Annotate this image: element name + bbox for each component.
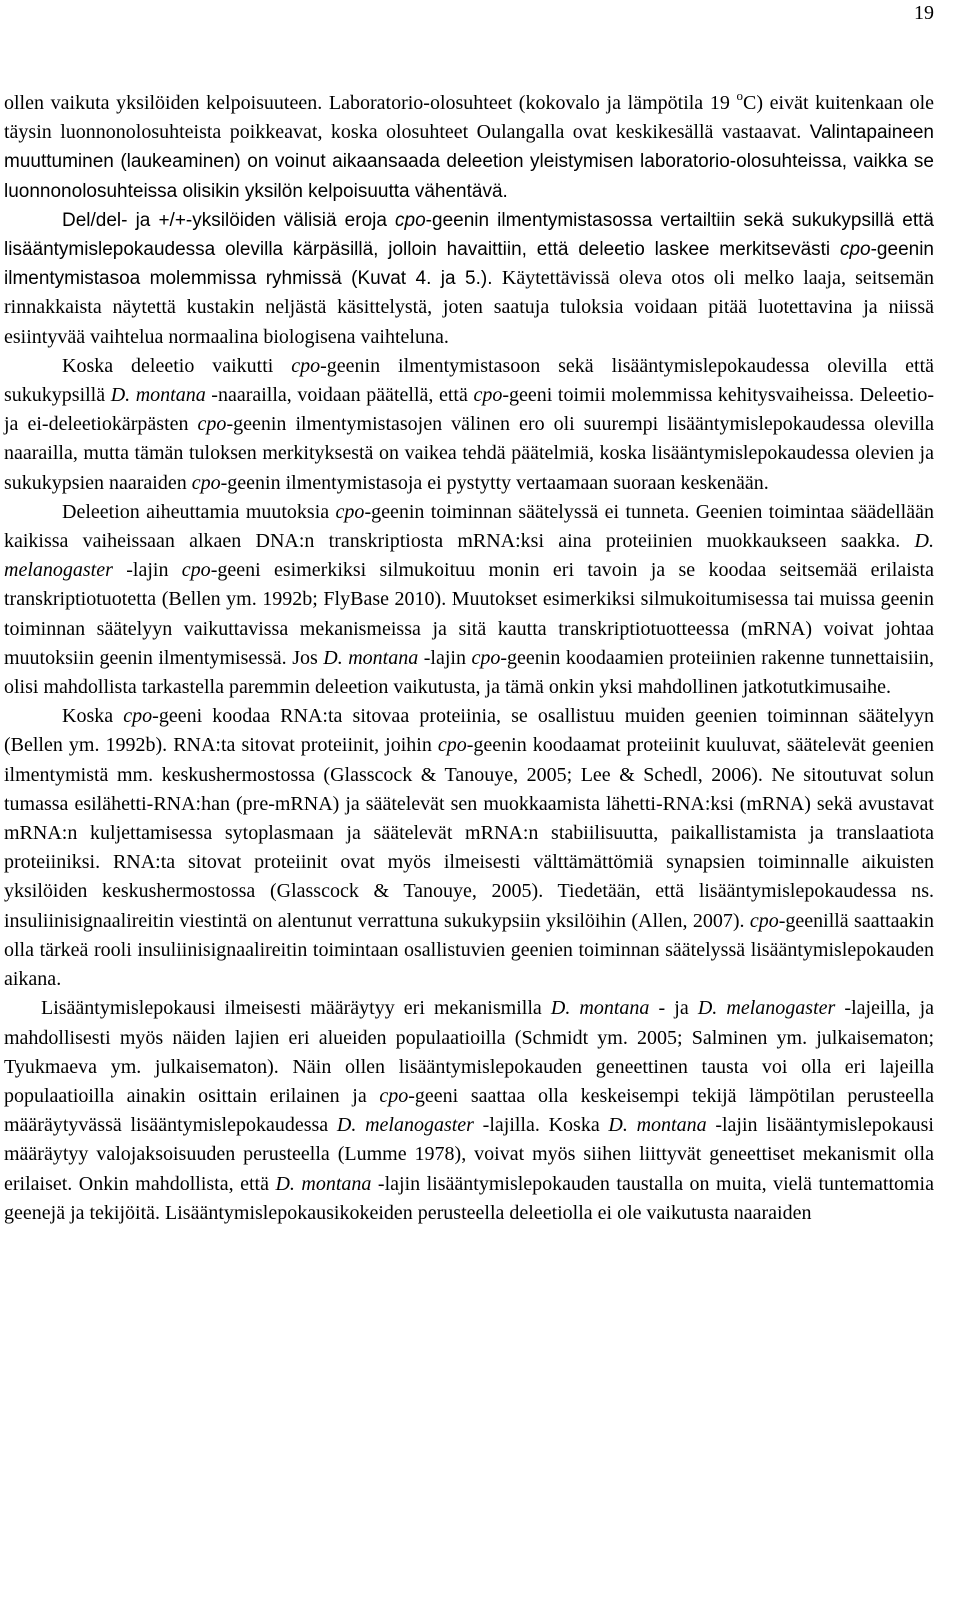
italic-term: cpo (395, 209, 426, 231)
italic-term: cpo (181, 559, 211, 582)
italic-term: cpo (473, 384, 503, 407)
italic-term: cpo (123, 705, 153, 728)
text-run: -geeni toimii molemmissa kehitysvaiheissa. Deleetio- ja ei-deleetiokärpästen (4, 384, 934, 436)
paragraph-5 (4, 702, 934, 994)
paragraph-3 (4, 352, 934, 498)
paragraph-6 (4, 994, 934, 1228)
text-run: -geenin ilmentymistasoon sekä lisääntymislepokaudessa olevilla että sukukypsillä (4, 354, 934, 407)
text-run: Del/del- ja +/+-yksilöiden välisiä eroja (62, 209, 396, 231)
text-run: - ja (649, 997, 698, 1020)
text-run: -lajin lisääntymislepokauden taustalla on muita, vielä tuntemattomia geenejä ja tekijöitä. Lisääntymislepokausikokeiden perusteella deleetiolla ei ole vaikutusta naaraiden (4, 1172, 934, 1224)
text-run: -geenin ilmentymistasojen välinen ero oli suurempi lisääntymislepokaudessa olevilla naarailla, mutta tämän tuloksen merkityksestä on vaikea tehdä päätelmiä, koska lisääntymislepokaudessa olevien ja sukukypsien naaraiden (4, 413, 934, 494)
text-run: o (736, 88, 743, 103)
text-run: Koska deleetio vaikutti (62, 354, 292, 377)
text-run: -geenin ilmentymistasoa molemmissa ryhmissä (Kuvat 4. ja 5.). (4, 239, 934, 290)
text-run: -geenin ilmentymistasoja ei pystytty vertaamaan suoraan keskenään. (220, 471, 769, 494)
italic-term: D. montana (323, 646, 419, 669)
text-run: -geenin koodaamat proteiinit kuuluvat, säätelevät geenien ilmentymistä mm. keskushermostossa (Glasscock & Tanouye, 2005; Lee & Schedl, 2006). Ne sitoutuvat solun tumassa esilähetti-RNA:han (pre-mRNA) ja säätelevät sen muokkaamista lähetti-RNA:ksi (mRNA) sekä avustavat mRNA:n kuljettamisessa sytoplasmaan ja säätelevät mRNA:n stabiilisuutta, paikallistamista ja translaatiota proteiiniksi. RNA:ta sitovat proteiinit ovat myös ilmeisesti välttämättömiä synapsien toiminnalle aikuisten yksilöiden keskushermostossa (Glasscock & Tanouye, 2005). Tiedetään, että lisääntymislepokaudessa ns. insuliinisignaalireitin viestintä on alentunut verrattuna sukukypsiin yksilöihin (Allen, 2007). (4, 734, 934, 932)
text-run: -lajin lisääntymislepokausi määräytyy valojaksoisuuden perusteella (Lumme 1978), voivat myös siihen liittyvät geneettiset mekanismit olla erilaiset. Onkin mahdollista, että (4, 1114, 934, 1195)
italic-term: D. montana (110, 384, 206, 407)
italic-term: cpo (471, 646, 501, 669)
text-run: -geenin koodaamien proteiinien rakenne tunnettaisiin, olisi mahdollista tarkastella paremmin deleetion vaikutusta, ja tämä onkin yksi mahdollinen jatkotutkimusaihe. (4, 646, 934, 699)
text-run: -lajin (112, 559, 182, 582)
page-number: 19 (914, 2, 934, 24)
text-run: -geenin toiminnan säätelyssä ei tunneta. Geenien toimintaa säädellään kaikissa vaiheissaan alkaen DNA:n transkriptiosta mRNA:ksi aina proteiinien muokkaukseen saakka. (4, 500, 934, 553)
text-run: Valintapaineen muuttuminen (laukeaminen) on voinut aikaansaada deleetion yleistymisen laboratorio-olosuhteissa, vaikka se luonnonolosuhteissa olisikin yksilön kelpoisuutta vähentävä. (4, 122, 934, 202)
text-run: -lajeilla, ja mahdollisesti myös näiden lajien eri alueiden populaatioilla (Schmidt ym. 2005; Salminen ym. julkaisematon; Tyukmaeva ym. julkaisematon). Näin ollen lisääntymislepokauden geneettinen tausta voi olla eri lajeilla populaatioilla ainakin osittain erilainen ja (4, 997, 935, 1107)
text-run: -lajin (418, 646, 472, 669)
text-run: Lisääntymislepokausi ilmeisesti määräytyy eri mekanismilla (41, 997, 551, 1020)
text-run: Käytettävissä oleva otos oli melko laaja, seitsemän rinnakkaista näytettä kustakin neljästä käsittelystä, joten saatuja tuloksia voidaan pitää luotettavina ja niissä esiintyvää vaihtelua normaalina biologisena vaihteluna. (4, 267, 934, 348)
paragraph-1 (4, 89, 934, 206)
text-run: -lajilla. Koska (473, 1114, 609, 1137)
text-run: C) eivät kuitenkaan ole täysin luonnonolosuhteista poikkeavat, koska olosuhteet Oulangalla ovat keskikesällä vastaavat. (4, 92, 935, 144)
text-run: -geeni koodaa RNA:ta sitovaa proteiinia, se osallistuu muiden geenien toiminnan säätelyyn (Bellen ym. 1992b). RNA:ta sitovat proteiinit, joihin (4, 705, 935, 757)
text-run: -naarailla, voidaan päätellä, että (205, 384, 474, 407)
italic-term: D. montana (550, 997, 650, 1020)
text-run: Deleetion aiheuttamia muutoksia (62, 500, 336, 523)
italic-term: D. melanogaster (697, 997, 836, 1020)
document-body (4, 89, 934, 1228)
text-run: Koska (62, 705, 124, 728)
italic-term: cpo (291, 354, 321, 377)
italic-term: cpo (197, 413, 227, 436)
italic-term: D. melanogaster (336, 1114, 474, 1137)
italic-term: cpo (335, 500, 365, 523)
text-run: -geenin ilmentymistasossa vertailtiin sekä sukukypsillä että lisääntymislepokaudessa olevilla kärpäsillä, jolloin havaittiin, että deleetio laskee merkitsevästi (4, 209, 934, 261)
italic-term: cpo (379, 1084, 409, 1107)
italic-term: D. melanogaster (4, 530, 934, 582)
text-run: ollen vaikuta yksilöiden kelpoisuuteen. Laboratorio-olosuhteet (kokovalo ja lämpötila 19 (4, 92, 737, 114)
text-run: -geeni esimerkiksi silmukoituu monin eri tavoin ja se koodaa seitsemää erilaista transkriptiotuotetta (Bellen ym. 1992b; FlyBase 2010). Muutokset esimerkiksi silmukoitumisessa tai muissa geenin toiminnan säätelyyn vaikuttavissa mekanismeissa ja sitä kautta transkriptiotuotteessa (mRNA) voivat johtaa muutoksiin geenin ilmentymisessä. Jos (4, 559, 934, 669)
italic-term: cpo (437, 734, 467, 757)
paragraph-2 (4, 206, 934, 352)
italic-term: cpo (839, 239, 871, 261)
italic-term: cpo (191, 471, 221, 494)
italic-term: cpo (749, 909, 779, 932)
italic-term: D. montana (275, 1172, 372, 1195)
paragraph-4 (4, 498, 934, 702)
italic-term: D. montana (608, 1114, 707, 1137)
text-run: -geeni saattaa olla keskeisempi tekijä lämpötilan perusteella määräytyvässä lisääntymislepokaudessa (4, 1084, 934, 1137)
text-run: -geenillä saattaakin olla tärkeä rooli insuliinisignaalireitin toimintaan osallistuvien geenien toiminnan säätelyssä lisääntymislepokauden aikana. (4, 909, 934, 991)
